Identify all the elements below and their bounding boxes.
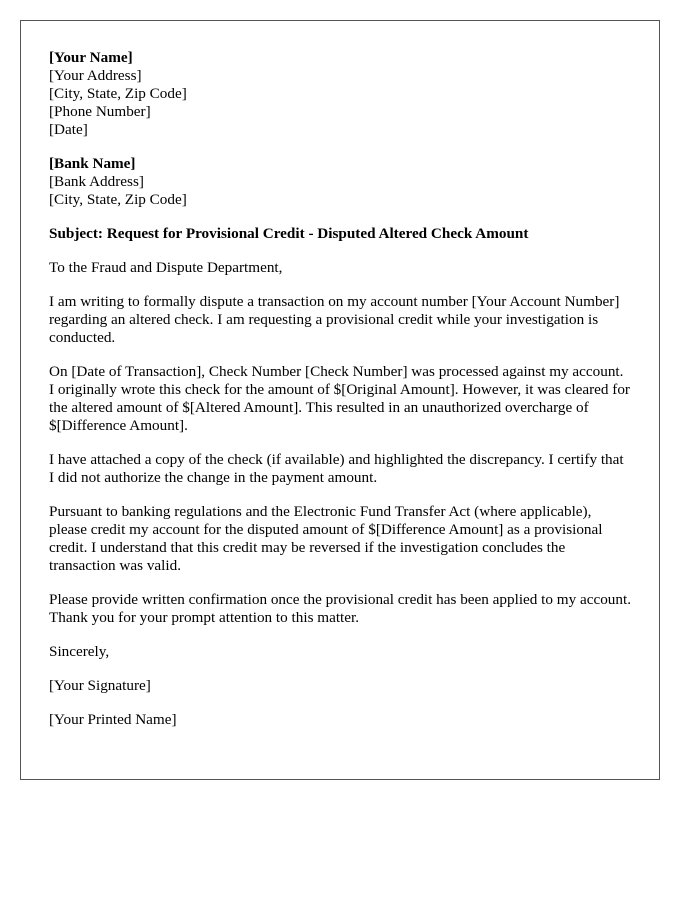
recipient-city-state-zip: [City, State, Zip Code] bbox=[49, 191, 187, 208]
recipient-block bbox=[49, 155, 631, 209]
sender-block bbox=[49, 49, 631, 139]
sender-name: [Your Name] bbox=[49, 49, 133, 66]
body-paragraph-3: I have attached a copy of the check (if available) and highlighted the discrepancy. I certify that I did not authorize the change in the payment amount. bbox=[49, 451, 624, 486]
signature-placeholder: [Your Signature] bbox=[49, 677, 151, 694]
body-paragraph-2: On [Date of Transaction], Check Number [Check Number] was processed against my account. I originally wrote this check for the amount of $[Original Amount]. However, it was cleared for the altered amount of $[Altered Amount]. This resulted in an unauthorized overcharge of $[Difference Amount]. bbox=[49, 363, 630, 434]
printed-name-placeholder: [Your Printed Name] bbox=[49, 711, 177, 728]
recipient-name: [Bank Name] bbox=[49, 155, 136, 172]
recipient-address: [Bank Address] bbox=[49, 173, 144, 190]
sender-city-state-zip: [City, State, Zip Code] bbox=[49, 85, 187, 102]
closing: Sincerely, bbox=[49, 643, 110, 660]
sender-date: [Date] bbox=[49, 121, 88, 138]
subject-line: Subject: Request for Provisional Credit - Disputed Altered Check Amount bbox=[49, 225, 529, 242]
salutation: To the Fraud and Dispute Department, bbox=[49, 259, 283, 276]
body-paragraph-5: Please provide written confirmation once the provisional credit has been applied to my account. Thank you for your prompt attention to this matter. bbox=[49, 591, 632, 626]
sender-phone: [Phone Number] bbox=[49, 103, 151, 120]
body-paragraph-1: I am writing to formally dispute a transaction on my account number [Your Account Number] regarding an altered check. I am requesting a provisional credit while your investigation is conducted. bbox=[49, 293, 620, 346]
letter-document bbox=[20, 20, 660, 780]
body-paragraph-4: Pursuant to banking regulations and the Electronic Fund Transfer Act (where applicable), please credit my account for the disputed amount of $[Difference Amount] as a provisional credit. I understand that this credit may be reversed if the investigation concludes the transaction was valid. bbox=[49, 503, 603, 574]
sender-address: [Your Address] bbox=[49, 67, 142, 84]
